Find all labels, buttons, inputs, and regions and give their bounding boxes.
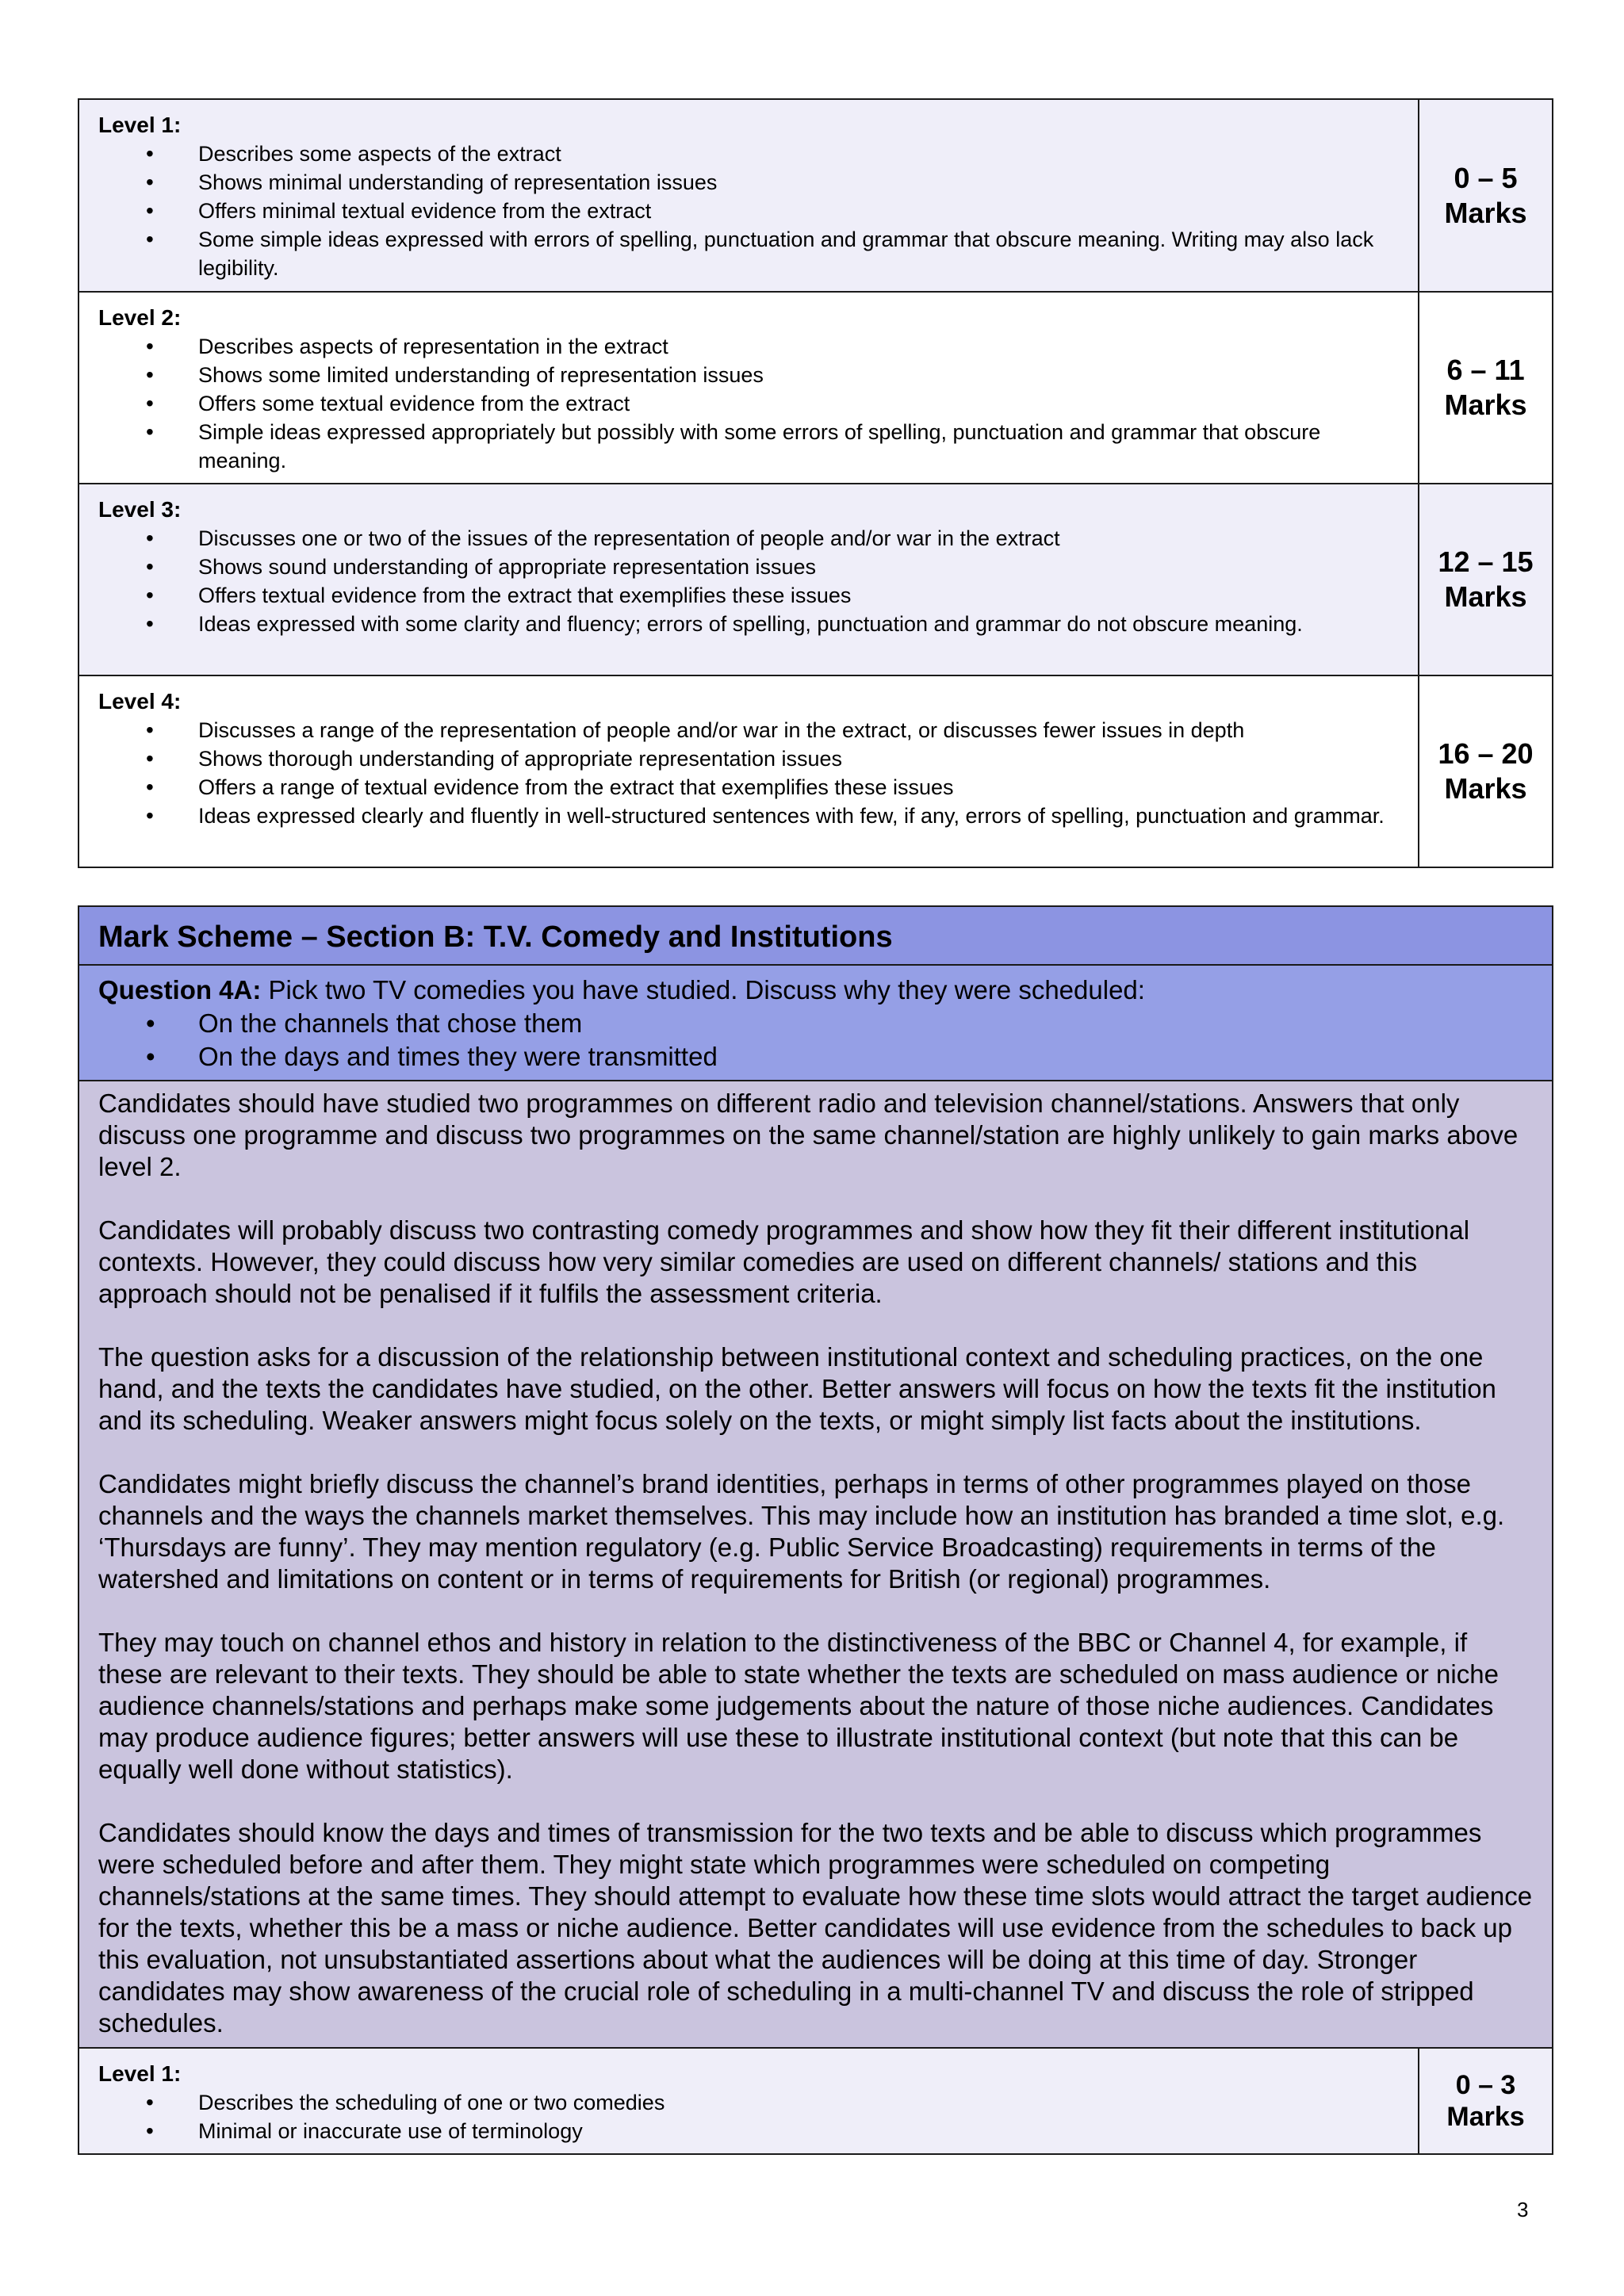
criterion: • Ideas expressed clearly and fluently in well-structured sentences with few, if any, errors of spelling, punctuation and grammar. — [98, 802, 1399, 830]
marks-cell — [1419, 99, 1553, 292]
section-heading: Mark Scheme – Section B: T.V. Comedy and Institutions — [79, 906, 1553, 965]
guidance-row — [79, 1081, 1553, 2048]
marks-unit: Marks — [1446, 2102, 1525, 2132]
criterion: • Shows some limited understanding of representation issues — [98, 361, 1399, 389]
section-b-mark-scheme-table — [78, 905, 1553, 2155]
marks-range: 0 – 3 — [1455, 2070, 1516, 2100]
criteria-list — [98, 716, 1399, 830]
criterion: • Discusses one or two of the issues of the representation of people and/or war in the extract — [98, 524, 1399, 553]
criterion: • Shows thorough understanding of appropriate representation issues — [98, 744, 1399, 773]
level-title: Level 1: — [98, 2061, 182, 2086]
level-row — [79, 2048, 1553, 2154]
criteria-list — [98, 2088, 1399, 2145]
level-title: Level 3: — [98, 497, 182, 522]
level-row — [79, 484, 1553, 675]
marks-cell — [1419, 675, 1553, 867]
criterion: • Offers minimal textual evidence from the extract — [98, 197, 1399, 225]
question — [98, 974, 1533, 1007]
criterion: • Simple ideas expressed appropriately but possibly with some errors of spelling, punctuation and grammar that obscure meaning. — [98, 418, 1399, 475]
question-bullet: • On the channels that chose them — [98, 1007, 1533, 1040]
criteria-list — [98, 140, 1399, 282]
page-number: 3 — [1517, 2198, 1529, 2221]
marks-cell — [1419, 2048, 1553, 2154]
criterion: • Describes the scheduling of one or two comedies — [98, 2088, 1399, 2117]
marks-range: 12 – 15 — [1438, 545, 1534, 578]
criterion: • Discusses a range of the representation of people and/or war in the extract, or discusses fewer issues in depth — [98, 716, 1399, 744]
criterion: • Offers a range of textual evidence from the extract that exemplifies these issues — [98, 773, 1399, 802]
criterion: • Offers textual evidence from the extract that exemplifies these issues — [98, 581, 1399, 610]
marks-unit: Marks — [1444, 580, 1527, 613]
criterion: • Describes aspects of representation in the extract — [98, 332, 1399, 361]
criterion: • Ideas expressed with some clarity and fluency; errors of spelling, punctuation and grammar do not obscure meaning. — [98, 610, 1399, 638]
question-bullet: • On the days and times they were transmitted — [98, 1040, 1533, 1073]
guidance-paragraph: They may touch on channel ethos and history in relation to the distinctiveness of the BBC or Channel 4, for example, if these are relevant to their texts. They should be able to state whether the texts are scheduled on mass audience or niche audience channels/stations and perhaps make some judgements about the nature of those niche audiences. Candidates may produce audience figures; better answers will use these to illustrate institutional context (but note that this can be equally well done without statistics). — [98, 1628, 1499, 1784]
guidance-text — [79, 1081, 1553, 2048]
guidance-paragraph: The question asks for a discussion of the relationship between institutional context and scheduling practices, on the one hand, and the texts the candidates have studied, on the other. Better answers will focus on how the texts fit the institution and its scheduling. Weaker answers might focus solely on the texts, or might simply list facts about the institutions. — [98, 1342, 1496, 1435]
criteria-list — [98, 332, 1399, 475]
criterion: • Some simple ideas expressed with errors of spelling, punctuation and grammar that obscure meaning. Writing may also lack legibility. — [98, 225, 1399, 282]
level-row — [79, 675, 1553, 867]
criterion: • Minimal or inaccurate use of terminology — [98, 2117, 1399, 2145]
criterion: • Describes some aspects of the extract — [98, 140, 1399, 168]
guidance-paragraph: Candidates might briefly discuss the channel’s brand identities, perhaps in terms of other programmes played on those channels and the ways the channels market themselves. This may include how an institution has branded a time slot, e.g. ‘Thursdays are funny’. They may mention regulatory (e.g. Public Service Broadcasting) requirements in terms of the watershed and limitations on content or in terms of requirements for British (or regional) programmes. — [98, 1469, 1505, 1594]
marks-cell — [1419, 484, 1553, 675]
question-bullets — [98, 1007, 1533, 1073]
level-title: Level 2: — [98, 305, 182, 330]
guidance-paragraph: Candidates should have studied two programmes on different radio and television channel/stations. Answers that only discuss one programme and discuss two programmes on the same channel/station are highly unlikely to gain marks above level 2. — [98, 1089, 1519, 1181]
section-a-level-table — [78, 98, 1553, 868]
question-label: Question 4A: — [98, 975, 262, 1004]
level-row — [79, 292, 1553, 484]
criterion: • Shows sound understanding of appropriate representation issues — [98, 553, 1399, 581]
question-text: Pick two TV comedies you have studied. Discuss why they were scheduled: — [268, 975, 1145, 1004]
criterion: • Offers some textual evidence from the extract — [98, 389, 1399, 418]
marks-unit: Marks — [1444, 196, 1527, 229]
section-heading-row — [79, 906, 1553, 965]
criteria-list — [98, 524, 1399, 638]
marks-range: 0 – 5 — [1454, 161, 1518, 194]
guidance-paragraph: Candidates should know the days and times of transmission for the two texts and be able to discuss which programmes were scheduled before and after them. They might state which programmes were scheduled on competing channels/stations at the same times. They should attempt to evaluate how these time slots would attract the target audience for the texts, whether this be a mass or niche audience. Better candidates will use evidence from the schedules to back up this evaluation, not unsubstantiated assertions about what the audiences will be doing at this time of day. Stronger candidates may show awareness of the crucial role of scheduling in a multi-channel TV and discuss the role of stripped schedules. — [98, 1818, 1533, 2038]
level-title: Level 4: — [98, 689, 182, 714]
level-title: Level 1: — [98, 113, 182, 137]
criterion: • Shows minimal understanding of representation issues — [98, 168, 1399, 197]
marks-unit: Marks — [1444, 388, 1527, 421]
level-row — [79, 99, 1553, 292]
marks-unit: Marks — [1444, 772, 1527, 805]
marks-range: 6 – 11 — [1446, 354, 1525, 386]
guidance-paragraph: Candidates will probably discuss two contrasting comedy programmes and show how they fit their different institutional contexts. However, they could discuss how very similar comedies are used on different channels/ stations and this approach should not be penalised if it fulfils the assessment criteria. — [98, 1215, 1470, 1308]
marks-range: 16 – 20 — [1438, 737, 1534, 770]
marks-cell — [1419, 292, 1553, 484]
question-row — [79, 965, 1553, 1081]
